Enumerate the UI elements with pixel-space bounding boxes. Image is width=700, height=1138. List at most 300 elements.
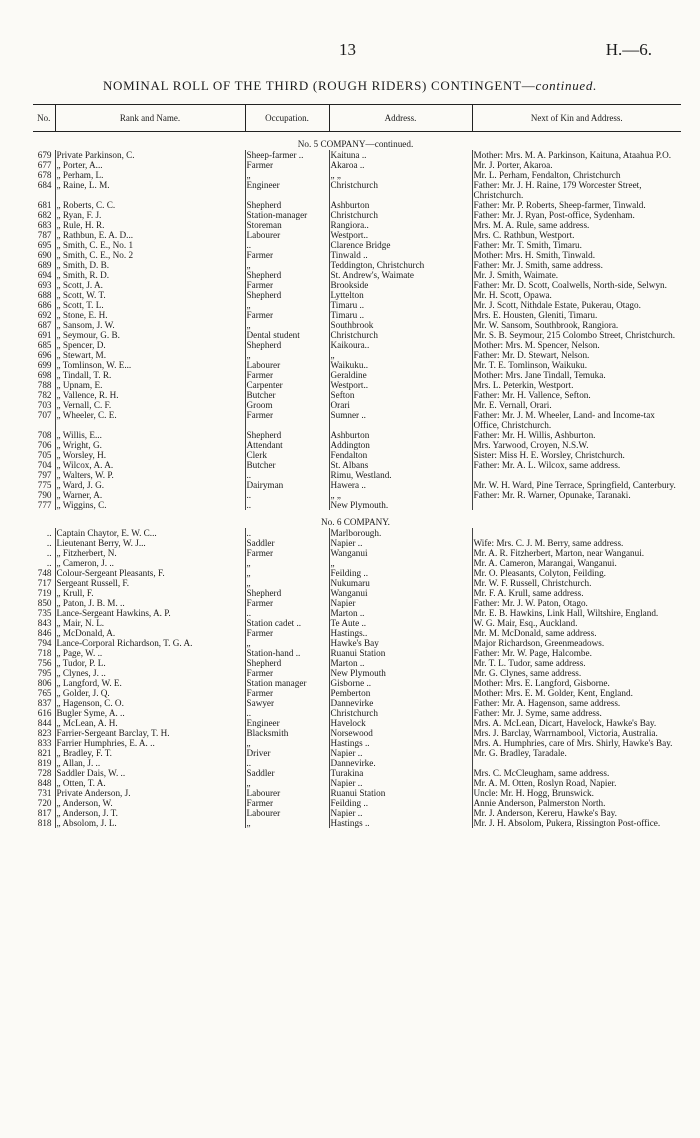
service-number: 748: [37, 568, 52, 578]
table-row: [33, 568, 681, 578]
service-number: 720: [37, 798, 52, 808]
table-row: [33, 808, 681, 818]
address: Hastings ..: [329, 738, 472, 748]
next-of-kin: Uncle: Mr. H. Hogg, Brunswick.: [472, 788, 681, 798]
occupation: „: [245, 568, 329, 578]
next-of-kin: Mr. W. F. Russell, Christchurch.: [472, 578, 681, 588]
rank-and-name: „ Warner, A.: [55, 490, 245, 500]
address: Christchurch: [329, 180, 472, 200]
occupation: Farmer: [245, 160, 329, 170]
table-row: [33, 440, 681, 450]
rank-and-name: „ Cameron, J. ..: [55, 558, 245, 568]
next-of-kin: Mr. G. Clynes, same address.: [472, 668, 681, 678]
rank-and-name: Farrier Humphries, E. A. ..: [55, 738, 245, 748]
rank-and-name: Private Parkinson, C.: [55, 150, 245, 160]
address: Gisborne ..: [329, 678, 472, 688]
next-of-kin: Mr. J. Smith, Waimate.: [472, 270, 681, 280]
rank-and-name: „ Rule, H. R.: [55, 220, 245, 230]
table-row: [33, 538, 681, 548]
occupation: Dental student: [245, 330, 329, 340]
address: Fendalton: [329, 450, 472, 460]
table-row: [33, 320, 681, 330]
next-of-kin: Father: Mr. J. W. Paton, Otago.: [472, 598, 681, 608]
next-of-kin: Mr. S. B. Seymour, 215 Colombo Street, Christchurch.: [472, 330, 681, 340]
service-number: 819: [37, 758, 52, 768]
service-number: 837: [37, 698, 52, 708]
address: Hawke's Bay: [329, 638, 472, 648]
table-row: [33, 598, 681, 608]
service-number: 797: [37, 470, 52, 480]
table-row: [33, 460, 681, 470]
table-row: [33, 450, 681, 460]
occupation: Farmer: [245, 628, 329, 638]
next-of-kin: Father: Mr. W. Page, Halcombe.: [472, 648, 681, 658]
company-heading: No. 6 COMPANY.: [321, 517, 390, 527]
table-row: [33, 618, 681, 628]
occupation: Butcher: [245, 390, 329, 400]
next-of-kin: Father: Mr. T. Smith, Timaru.: [472, 240, 681, 250]
rank-and-name: „ Raine, L. M.: [55, 180, 245, 200]
occupation: Attendant: [245, 440, 329, 450]
rank-and-name: „ Smith, D. B.: [55, 260, 245, 270]
rank-and-name: Lieutenant Berry, W. J...: [55, 538, 245, 548]
rank-and-name: „ Seymour, G. B.: [55, 330, 245, 340]
service-number: 706: [37, 440, 52, 450]
table-row: [33, 260, 681, 270]
service-number: 788: [37, 380, 52, 390]
occupation: ..: [245, 500, 329, 510]
service-number: 690: [37, 250, 52, 260]
next-of-kin: Father: Mr. J. Ryan, Post-office, Sydenham.: [472, 210, 681, 220]
service-number: 717: [37, 578, 52, 588]
service-number: 683: [37, 220, 52, 230]
service-number: 693: [37, 280, 52, 290]
address: Christchurch: [329, 708, 472, 718]
address: Dannevirke: [329, 698, 472, 708]
occupation: Station cadet ..: [245, 618, 329, 628]
address: Kaituna ..: [329, 150, 472, 160]
occupation: Dairyman: [245, 480, 329, 490]
table-row: [33, 818, 681, 828]
occupation: Farmer: [245, 548, 329, 558]
occupation: „: [245, 778, 329, 788]
col-header-address: Address.: [329, 105, 472, 132]
rank-and-name: Bugler Syme, A. ..: [55, 708, 245, 718]
next-of-kin: Mr. A. M. Otten, Roslyn Road, Napier.: [472, 778, 681, 788]
rank-and-name: „ Walters, W. P.: [55, 470, 245, 480]
rank-and-name: Farrier-Sergeant Barclay, T. H.: [55, 728, 245, 738]
address: Akaroa ..: [329, 160, 472, 170]
table-row: [33, 668, 681, 678]
next-of-kin: Father: Mr. J. Syme, same address.: [472, 708, 681, 718]
rank-and-name: „ Perham, L.: [55, 170, 245, 180]
table-row: [33, 658, 681, 668]
address: New Plymouth: [329, 668, 472, 678]
occupation: ..: [245, 708, 329, 718]
table-row: [33, 180, 681, 200]
next-of-kin: Mr. M. McDonald, same address.: [472, 628, 681, 638]
occupation: Shepherd: [245, 430, 329, 440]
service-number: 682: [37, 210, 52, 220]
service-number: 691: [37, 330, 52, 340]
table-row: [33, 638, 681, 648]
next-of-kin: Father: Mr. J. M. Wheeler, Land- and Income-tax Office, Christchurch.: [472, 410, 681, 430]
table-row: [33, 500, 681, 510]
service-number: 718: [37, 648, 52, 658]
table-row: [33, 310, 681, 320]
table-row: [33, 748, 681, 758]
service-number: 703: [37, 400, 52, 410]
table-row: [33, 480, 681, 490]
service-number: 823: [37, 728, 52, 738]
next-of-kin: Mother: Mrs. M. Spencer, Nelson.: [472, 340, 681, 350]
next-of-kin: Mr. T. E. Tomlinson, Waikuku.: [472, 360, 681, 370]
table-row: [33, 330, 681, 340]
table-row: [33, 678, 681, 688]
next-of-kin: Mrs. A. Humphries, care of Mrs. Shirly, Hawke's Bay.: [472, 738, 681, 748]
company-heading-row: [33, 132, 681, 151]
occupation: Clerk: [245, 450, 329, 460]
company-heading-row: [33, 510, 681, 528]
next-of-kin: Mr. O. Pleasants, Colyton, Feilding.: [472, 568, 681, 578]
service-number: 846: [37, 628, 52, 638]
rank-and-name: „ Scott, T. L.: [55, 300, 245, 310]
occupation: Sheep-farmer ..: [245, 150, 329, 160]
rank-and-name: „ Clynes, J. ..: [55, 668, 245, 678]
address: Nukumaru: [329, 578, 472, 588]
occupation: ..: [245, 528, 329, 538]
occupation: ..: [245, 758, 329, 768]
next-of-kin: Mr. J. Anderson, Kereru, Hawke's Bay.: [472, 808, 681, 818]
service-number: 735: [37, 608, 52, 618]
rank-and-name: „ Porter, A...: [55, 160, 245, 170]
rank-and-name: „ Golder, J. Q.: [55, 688, 245, 698]
address: St. Andrew's, Waimate: [329, 270, 472, 280]
service-number: 699: [37, 360, 52, 370]
rank-and-name: Lance-Sergeant Hawkins, A. P.: [55, 608, 245, 618]
rank-and-name: „ Absolom, J. L.: [55, 818, 245, 828]
rank-and-name: „ McLean, A. H.: [55, 718, 245, 728]
next-of-kin: Father: Mr. A. L. Wilcox, same address.: [472, 460, 681, 470]
occupation: Farmer: [245, 410, 329, 430]
occupation: „: [245, 260, 329, 270]
service-number: 678: [37, 170, 52, 180]
address: Napier ..: [329, 748, 472, 758]
next-of-kin: Father: Mr. D. Stewart, Nelson.: [472, 350, 681, 360]
next-of-kin: Mrs. L. Peterkin, Westport.: [472, 380, 681, 390]
rank-and-name: „ Mair, N. L.: [55, 618, 245, 628]
rank-and-name: „ Scott, J. A.: [55, 280, 245, 290]
occupation: Carpenter: [245, 380, 329, 390]
address: Napier ..: [329, 538, 472, 548]
table-row: [33, 548, 681, 558]
rank-and-name: Sergeant Russell, F.: [55, 578, 245, 588]
table-row: [33, 528, 681, 538]
rank-and-name: „ Willis, E...: [55, 430, 245, 440]
next-of-kin: Mr. G. Bradley, Taradale.: [472, 748, 681, 758]
service-number: 681: [37, 200, 52, 210]
next-of-kin: Mr. J. Scott, Nithdale Estate, Pukerau, Otago.: [472, 300, 681, 310]
address: Clarence Bridge: [329, 240, 472, 250]
rank-and-name: „ Wilcox, A. A.: [55, 460, 245, 470]
rank-and-name: „ Hagenson, C. O.: [55, 698, 245, 708]
address: Kaikoura..: [329, 340, 472, 350]
table-row: [33, 360, 681, 370]
next-of-kin: Father: Mr. R. Warner, Opunake, Taranaki.: [472, 490, 681, 500]
table-row: [33, 150, 681, 160]
address: Dannevirke.: [329, 758, 472, 768]
rank-and-name: Colour-Sergeant Pleasants, F.: [55, 568, 245, 578]
address: Ashburton: [329, 430, 472, 440]
table-row: [33, 240, 681, 250]
service-number: 756: [37, 658, 52, 668]
table-row: [33, 230, 681, 240]
service-number: 782: [37, 390, 52, 400]
table-row: [33, 340, 681, 350]
rank-and-name: „ Stewart, M.: [55, 350, 245, 360]
next-of-kin: Mr. E. B. Hawkins, Link Hall, Wiltshire, England.: [472, 608, 681, 618]
occupation: Engineer: [245, 718, 329, 728]
service-number: 677: [37, 160, 52, 170]
address: Orari: [329, 400, 472, 410]
table-row: [33, 688, 681, 698]
nominal-roll-table: [33, 104, 681, 828]
next-of-kin: Mother: Mrs. M. A. Parkinson, Kaituna, Ataahua P.O.: [472, 150, 681, 160]
address: Hastings ..: [329, 818, 472, 828]
next-of-kin: Mr. A. R. Fitzherbert, Marton, near Wanganui.: [472, 548, 681, 558]
address: Marlborough.: [329, 528, 472, 538]
service-number: 688: [37, 290, 52, 300]
next-of-kin: Mr. E. Vernall, Orari.: [472, 400, 681, 410]
next-of-kin: Father: Mr. P. Roberts, Sheep-farmer, Tinwald.: [472, 200, 681, 210]
title-text: NOMINAL ROLL OF THE THIRD (ROUGH RIDERS) CONTINGENT—: [102, 78, 536, 93]
company-heading: No. 5 COMPANY—continued.: [297, 139, 414, 149]
rank-and-name: „ McDonald, A.: [55, 628, 245, 638]
service-number: 704: [37, 460, 52, 470]
table-row: [33, 350, 681, 360]
next-of-kin: Mrs. C. McCleugham, same address.: [472, 768, 681, 778]
table-row: [33, 220, 681, 230]
address: Wanganui: [329, 548, 472, 558]
address: Hastings..: [329, 628, 472, 638]
rank-and-name: „ Krull, F.: [55, 588, 245, 598]
next-of-kin: Mother: Mrs. E. Langford, Gisborne.: [472, 678, 681, 688]
occupation: Shepherd: [245, 588, 329, 598]
address: Havelock: [329, 718, 472, 728]
service-number: 844: [37, 718, 52, 728]
rank-and-name: „ Ryan, F. J.: [55, 210, 245, 220]
service-number: 833: [37, 738, 52, 748]
address: Brookside: [329, 280, 472, 290]
col-header-no: No.: [33, 105, 55, 132]
occupation: Labourer: [245, 230, 329, 240]
service-number: 795: [37, 668, 52, 678]
occupation: Labourer: [245, 360, 329, 370]
table-row: [33, 778, 681, 788]
rank-and-name: „ Sansom, J. W.: [55, 320, 245, 330]
next-of-kin: Mrs. E. Housten, Gleniti, Timaru.: [472, 310, 681, 320]
next-of-kin: Mr. T. L. Tudor, same address.: [472, 658, 681, 668]
rank-and-name: „ Spencer, D.: [55, 340, 245, 350]
rank-and-name: „ Wheeler, C. E.: [55, 410, 245, 430]
next-of-kin: Mrs. Yarwood, Croyen, N.S.W.: [472, 440, 681, 450]
occupation: Farmer: [245, 798, 329, 808]
service-number: 685: [37, 340, 52, 350]
occupation: „: [245, 818, 329, 828]
table-row: [33, 648, 681, 658]
table-row: [33, 768, 681, 778]
address: Timaru ..: [329, 310, 472, 320]
service-number: 843: [37, 618, 52, 628]
occupation: Farmer: [245, 598, 329, 608]
service-number: 806: [37, 678, 52, 688]
service-number: 695: [37, 240, 52, 250]
rank-and-name: „ Wright, G.: [55, 440, 245, 450]
service-number: 777: [37, 500, 52, 510]
table-row: [33, 798, 681, 808]
next-of-kin: Mrs. M. A. Rule, same address.: [472, 220, 681, 230]
rank-and-name: „ Upnam, E.: [55, 380, 245, 390]
next-of-kin: W. G. Mair, Esq., Auckland.: [472, 618, 681, 628]
rank-and-name: „ Paton, J. B. M. ..: [55, 598, 245, 608]
occupation: ..: [245, 470, 329, 480]
occupation: Labourer: [245, 808, 329, 818]
col-header-occupation: Occupation.: [245, 105, 329, 132]
occupation: Saddler: [245, 538, 329, 548]
table-row: [33, 628, 681, 638]
address: Christchurch: [329, 330, 472, 340]
occupation: Blacksmith: [245, 728, 329, 738]
address: Rangiora..: [329, 220, 472, 230]
occupation: Farmer: [245, 310, 329, 320]
table-row: [33, 490, 681, 500]
address: Ashburton: [329, 200, 472, 210]
service-number: 848: [37, 778, 52, 788]
next-of-kin: Father: Mr. D. Scott, Coalwells, North-side, Selwyn.: [472, 280, 681, 290]
occupation: Driver: [245, 748, 329, 758]
rank-and-name: „ Allan, J. ..: [55, 758, 245, 768]
service-number: 707: [37, 410, 52, 420]
next-of-kin: Father: Mr. J. H. Raine, 179 Worcester Street, Christchurch.: [472, 180, 681, 200]
occupation: „: [245, 320, 329, 330]
address: „: [329, 350, 472, 360]
table-row: [33, 698, 681, 708]
rank-and-name: Private Anderson, J.: [55, 788, 245, 798]
page-reference: H.—6.: [605, 40, 652, 59]
service-number: ..: [46, 558, 52, 568]
address: Hawera ..: [329, 480, 472, 490]
service-number: 708: [37, 430, 52, 440]
address: Wanganui: [329, 588, 472, 598]
rank-and-name: „ Langford, W. E.: [55, 678, 245, 688]
col-header-next-of-kin: Next of Kin and Address.: [472, 105, 681, 132]
rank-and-name: „ Rathbun, E. A. D...: [55, 230, 245, 240]
next-of-kin: Father: Mr. A. Hagenson, same address.: [472, 698, 681, 708]
service-number: 775: [37, 480, 52, 490]
occupation: Station-manager: [245, 210, 329, 220]
address: „ „: [329, 170, 472, 180]
next-of-kin: [472, 758, 681, 768]
service-number: 794: [37, 638, 52, 648]
table-row: [33, 390, 681, 400]
service-number: 790: [37, 490, 52, 500]
address: Timaru ..: [329, 300, 472, 310]
address: Southbrook: [329, 320, 472, 330]
address: Westport..: [329, 380, 472, 390]
rank-and-name: „ Smith, C. E., No. 1: [55, 240, 245, 250]
table-row: [33, 300, 681, 310]
rank-and-name: „ Wiggins, C.: [55, 500, 245, 510]
rank-and-name: „ Smith, R. D.: [55, 270, 245, 280]
table-row: [33, 470, 681, 480]
rank-and-name: „ Worsley, H.: [55, 450, 245, 460]
occupation: Labourer: [245, 788, 329, 798]
occupation: ..: [245, 608, 329, 618]
rank-and-name: „ Roberts, C. C.: [55, 200, 245, 210]
service-number: 696: [37, 350, 52, 360]
address: Marton ..: [329, 608, 472, 618]
next-of-kin: [472, 500, 681, 510]
rank-and-name: „ Vernall, C. F.: [55, 400, 245, 410]
address: Rimu, Westland.: [329, 470, 472, 480]
rank-and-name: „ Otten, T. A.: [55, 778, 245, 788]
page-number: 13: [339, 40, 356, 59]
service-number: 719: [37, 588, 52, 598]
occupation: Saddler: [245, 768, 329, 778]
address: Ruanui Station: [329, 648, 472, 658]
service-number: 616: [37, 708, 52, 718]
occupation: Shepherd: [245, 200, 329, 210]
next-of-kin: Mother: Mrs. H. Smith, Tinwald.: [472, 250, 681, 260]
rank-and-name: „ Tudor, P. L.: [55, 658, 245, 668]
rank-and-name: „ Stone, E. H.: [55, 310, 245, 320]
address: Teddington, Christchurch: [329, 260, 472, 270]
next-of-kin: Mr. J. Porter, Akaroa.: [472, 160, 681, 170]
table-row: [33, 718, 681, 728]
service-number: 731: [37, 788, 52, 798]
service-number: 817: [37, 808, 52, 818]
table-row: [33, 410, 681, 430]
next-of-kin: Major Richardson, Greenmeadows.: [472, 638, 681, 648]
address: Sefton: [329, 390, 472, 400]
address: Te Aute ..: [329, 618, 472, 628]
table-row: [33, 210, 681, 220]
next-of-kin: Mother: Mrs. Jane Tindall, Temuka.: [472, 370, 681, 380]
occupation: Farmer: [245, 668, 329, 678]
next-of-kin: Annie Anderson, Palmerston North.: [472, 798, 681, 808]
address: „: [329, 558, 472, 568]
rank-and-name: Lance-Corporal Richardson, T. G. A.: [55, 638, 245, 648]
address: Norsewood: [329, 728, 472, 738]
service-number: 821: [37, 748, 52, 758]
next-of-kin: Mrs. J. Barclay, Warrnambool, Victoria, Australia.: [472, 728, 681, 738]
rank-and-name: „ Fitzherbert, N.: [55, 548, 245, 558]
next-of-kin: Mrs. A. McLean, Dicart, Havelock, Hawke's Bay.: [472, 718, 681, 728]
service-number: 728: [37, 768, 52, 778]
next-of-kin: Mr. L. Perham, Fendalton, Christchurch: [472, 170, 681, 180]
occupation: „: [245, 350, 329, 360]
table-row: [33, 758, 681, 768]
next-of-kin: Father: Mr. H. Willis, Ashburton.: [472, 430, 681, 440]
occupation: Station-hand ..: [245, 648, 329, 658]
table-row: [33, 400, 681, 410]
table-row: [33, 728, 681, 738]
occupation: Storeman: [245, 220, 329, 230]
rank-and-name: „ Vallence, R. H.: [55, 390, 245, 400]
next-of-kin: Mr. W. H. Ward, Pine Terrace, Springfield, Canterbury.: [472, 480, 681, 490]
occupation: ..: [245, 240, 329, 250]
occupation: Farmer: [245, 280, 329, 290]
